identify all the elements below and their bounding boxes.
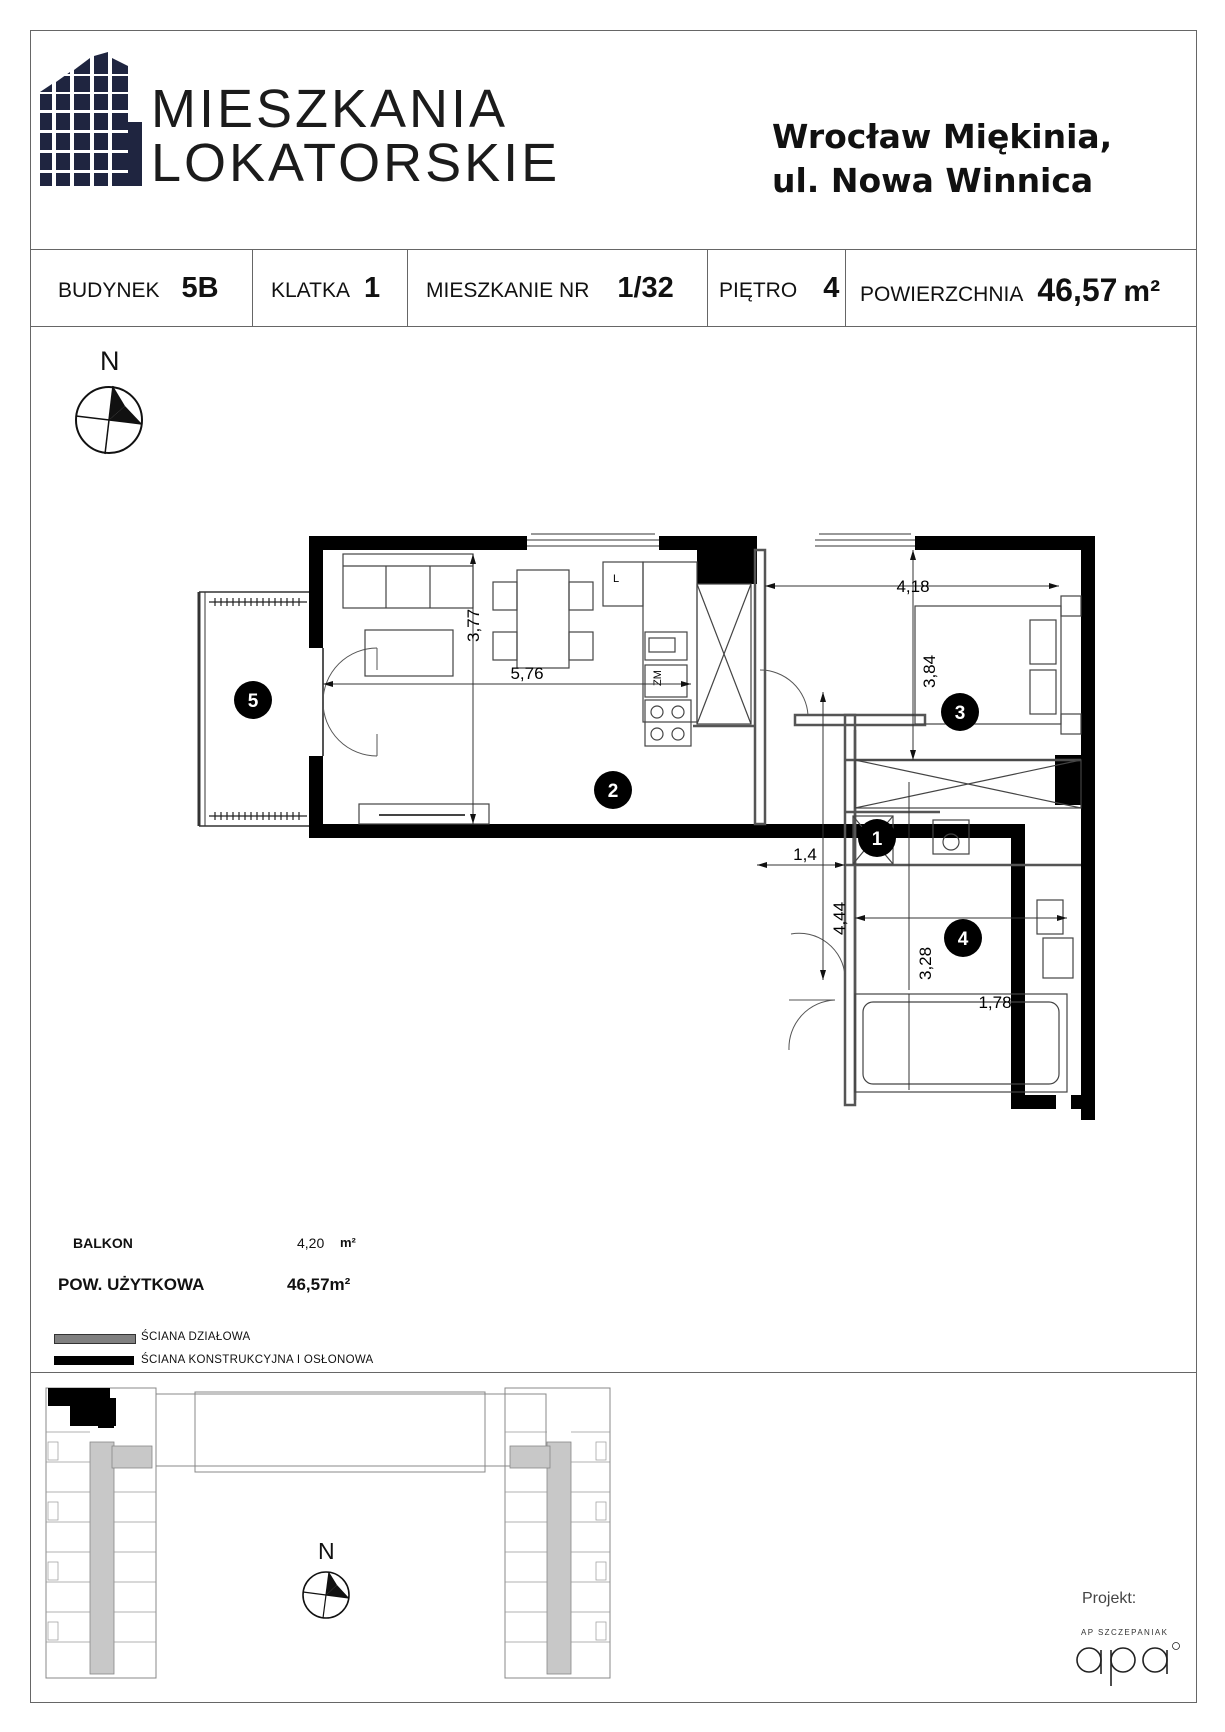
svg-text:3: 3 (954, 703, 966, 724)
info-apartment (426, 272, 674, 305)
dim-bath-width: 1,78 (978, 993, 1012, 1012)
living-furniture (343, 554, 593, 824)
address-city: Wrocław Miękinia, (772, 117, 1113, 156)
kitchen (603, 562, 751, 746)
dimension-arrows (323, 550, 1067, 980)
header-divider (30, 249, 1197, 250)
address-street: ul. Nowa Winnica (772, 161, 1094, 200)
legend-partition-label: ŚCIANA DZIAŁOWA (141, 1331, 251, 1343)
room-marker-2 (594, 771, 632, 809)
architect-logo-icon (1073, 1640, 1183, 1688)
compass-icon (73, 384, 145, 456)
site-plan-compass-icon (301, 1570, 351, 1620)
balcony-label: BALKON (73, 1235, 133, 1251)
dim-bath-depth: 3,28 (916, 946, 935, 980)
info-building (58, 272, 219, 305)
credits-label: Projekt: (1082, 1590, 1137, 1607)
balcony-unit: m² (340, 1235, 356, 1250)
legend-structural-swatch (54, 1356, 134, 1365)
floor-value: 4 (823, 272, 840, 304)
building-label: BUDYNEK (58, 279, 160, 302)
dim-hall-length: 4,44 (830, 901, 849, 935)
balcony-railing-bottom (209, 812, 307, 820)
info-floor (719, 272, 839, 305)
svg-text:2: 2 (607, 781, 619, 802)
area-value: 46,57 (1037, 272, 1118, 308)
balcony-railing-top (209, 598, 307, 606)
dim-hall-width: 1,4 (793, 845, 817, 864)
balcony-door (323, 648, 377, 756)
legend-partition-swatch (54, 1334, 136, 1344)
room-marker-5 (234, 681, 272, 719)
fridge-label: L (613, 573, 620, 585)
credits-firm: AP SZCZEPANIAK (1081, 1628, 1169, 1637)
usable-area-value: 46,57m² (287, 1275, 351, 1294)
floor-plan (195, 520, 1105, 1120)
info-area (860, 272, 1160, 309)
info-cell-divider (707, 249, 708, 326)
brand-line-2: LOKATORSKIE (151, 133, 561, 193)
compass-north-label: N (100, 346, 120, 376)
dim-bedroom-depth: 3,84 (920, 654, 939, 688)
area-unit: m² (1123, 275, 1161, 308)
room-marker-4 (944, 919, 982, 957)
info-cell-divider (407, 249, 408, 326)
svg-text:4: 4 (957, 929, 969, 950)
room-marker-1 (858, 819, 896, 857)
structural-walls (309, 536, 1095, 1120)
usable-area-label: POW. UŻYTKOWA (58, 1275, 205, 1294)
info-bar-divider (30, 326, 1197, 327)
site-plan-north-label: N (318, 1538, 335, 1564)
apartment-value: 1/32 (617, 272, 674, 304)
site-plan-highlight (48, 1388, 116, 1428)
svg-text:1: 1 (871, 829, 883, 850)
staircase-value: 1 (363, 272, 381, 304)
info-staircase (271, 272, 380, 305)
dim-living-width: 5,76 (510, 664, 544, 683)
window-bedroom (815, 532, 915, 554)
room-marker-3 (941, 693, 979, 731)
staircase-label: KLATKA (271, 279, 350, 302)
building-value: 5B (181, 272, 219, 304)
site-plan-divider (30, 1372, 1197, 1373)
apartment-label: MIESZKANIE NR (426, 279, 590, 302)
balcony-value: 4,20 (297, 1235, 325, 1251)
building-logo-icon (38, 52, 143, 188)
legend-structural-label: ŚCIANA KONSTRUKCYJNA I OSŁONOWA (141, 1354, 374, 1366)
washer-label: ZM (652, 670, 664, 686)
svg-text:5: 5 (247, 691, 259, 712)
info-cell-divider (845, 249, 846, 326)
brand-line-1: MIESZKANIA (151, 79, 509, 139)
window-living (527, 532, 659, 554)
dim-living-depth: 3,77 (464, 608, 483, 642)
dim-bedroom-width: 4,18 (896, 577, 930, 596)
info-cell-divider (252, 249, 253, 326)
floor-label: PIĘTRO (719, 279, 798, 302)
area-label: POWIERZCHNIA (860, 283, 1024, 306)
site-plan (40, 1382, 650, 1682)
